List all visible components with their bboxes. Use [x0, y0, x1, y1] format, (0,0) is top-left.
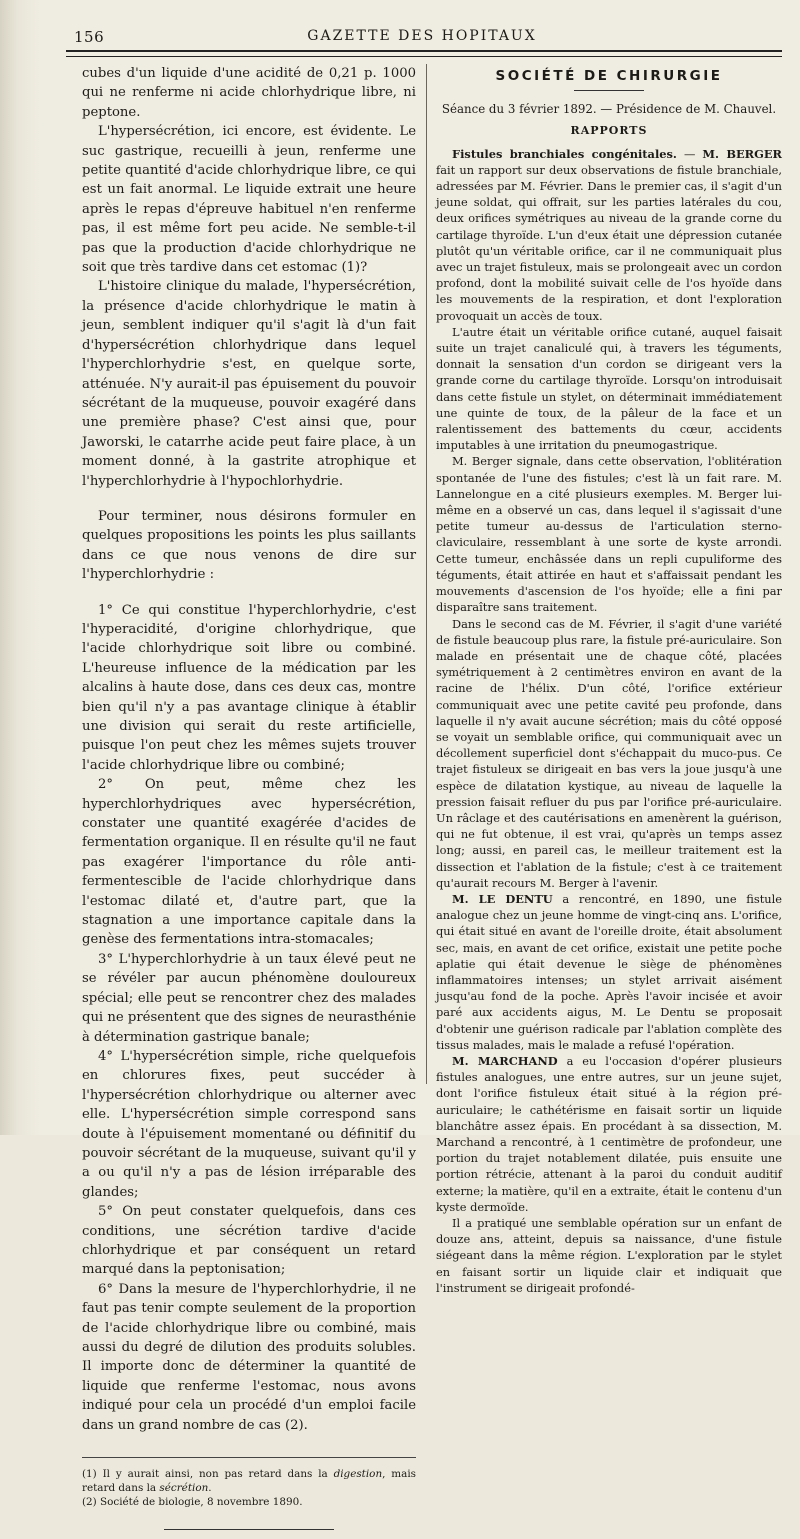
running-title: GAZETTE DES HOPITAUX: [307, 28, 537, 44]
proposition-1: 1° Ce qui constitue l'hyperchlorhydrie, c'est l'hyperacidité, d'origine chlorhydrique, que l'acide chlorhydrique soit libre ou combiné. L'heureuse influence de la médication par les alcalins à haute dose, dans ces deux cas, montre bien qu'il n'y a pas avantage clinique à établir une division qui serait du reste artificielle, puisque l'on peut chez les mêmes sujets trouver l'acide chlorhydrique libre ou combiné;: [82, 602, 416, 773]
subhead-rapports: RAPPORTS: [570, 124, 648, 138]
paragraph: cubes d'un liquide d'une acidité de 0,21 p. 1000 qui ne renferme ni acide chlorhydrique libre, ni peptone.: [82, 66, 416, 120]
footnote-1: (1) Il y aurait ainsi, non pas retard dans la digestion, mais retard dans la sécrétion.: [82, 1468, 416, 1494]
proposition-4: 4° L'hypersécrétion simple, riche quelquefois en chlorures fixes, peut succéder à l'hypersécrétion chlorhydrique ou alterner avec elle. L'hypersécrétion simple correspond sans doute à l'épuisement momentané ou définitif du pouvoir sécrétant de la muqueuse, suivant qu'il y a ou qu'il n'y a pas de lésion irréparable des glandes;: [82, 1048, 416, 1200]
header-rule: [66, 50, 782, 57]
page-header: [62, 26, 782, 46]
left-column: [82, 64, 416, 1539]
proposition-2: 2° On peut, même chez les hyperchlorhydriques avec hypersécrétion, constater une quantité exagérée d'acides de fermentation organique. Il en résulte qu'il ne faut pas exagérer l'importance du rôle anti-fermentescible de l'acide chlorhydrique dans l'estomac dilaté et, d'autre part, que la stagnation a une importance capitale dans la genèse des fermentations intra-stomacales;: [82, 777, 416, 948]
proposition-5: 5° On peut constater quelquefois, dans ces conditions, une sécrétion tardive d'acide chlorhydrique et par conséquent un retard marqué dans la peptonisation;: [82, 1204, 416, 1278]
session-line: Séance du 3 février 1892. — Présidence de M. Chauvel.: [441, 102, 777, 117]
paragraph: L'hypersécrétion, ici encore, est évidente. Le suc gastrique, recueilli à jeun, renferme une petite quantité d'acide chlorhydrique libre, ce qui est un fait anormal. Le liquide extrait une heure après le repas d'épreuve habituel n'en renferme pas, il est même fort peu acide. Ne semble-t-il pas que la production d'acide chlorhydrique ne soit que très tardive dans cet estomac (1)?: [82, 124, 416, 276]
footnote-2: (2) Société de biologie, 8 novembre 1890.: [82, 1495, 303, 1508]
paragraph: L'autre était un véritable orifice cutané, auquel faisait suite un trajet canaliculé qui, à travers les téguments, donnait la sensation d'un cordon se dirigeant vers la grande corne du cartilage thyroïde. Lorsqu'on introduisait dans cette fistule un stylet, on déterminait immédiatement une quinte de toux, de la pâleur de la face et un ralentissement des battements du cœur, accidents imputables à une irritation du pneumogastrique.: [436, 324, 782, 453]
page-number: 156: [74, 28, 105, 46]
speaker-name: M. BERGER: [702, 146, 783, 161]
section-title: SOCIÉTÉ DE CHIRURGIE: [495, 68, 723, 84]
right-column: [436, 64, 782, 1296]
title-rule: [574, 90, 644, 91]
column-divider: [426, 64, 427, 1084]
report-paragraph: Fistules branchiales congénitales. — M. BERGER fait un rapport sur deux observations de fistule branchiale, adressées par M. Février. Dans le premier cas, il s'agit d'un jeune soldat, qui offrait, sur les parties latérales du cou, deux orifices symétriques au niveau de la grande corne du cartilage thyroïde. L'un d'eux était une dépression cutanée plutôt qu'un véritable orifice, car il ne communiquait plus avec un trajet fistuleux, mais se prolongeait avec un cordon profond, dont la mobilité suivait celle de l'os hyoïde dans les mouvements de la respiration, et dont l'exploration provoquait un accès de toux.: [436, 146, 783, 323]
speaker-name: M. LE DENTU: [452, 891, 553, 906]
paragraph: M. Berger signale, dans cette observation, l'oblitération spontanée de l'une des fistules; c'est là un fait rare. M. Lannelongue en a cité plusieurs exemples. M. Berger lui-même en a observé un cas, dans lequel il s'agissait d'une petite tumeur au-dessus de l'articulation sterno-claviculaire, ressemblant à une sorte de kyste arrondi. Cette tumeur, enchâssée dans un repli cupuliforme des téguments, était attirée en haut et s'affaissait pendant les mouvements d'ascension de l'os hyoïde; elle a fini par disparaître sans traitement.: [436, 454, 782, 615]
proposition-3: 3° L'hyperchlorhydrie à un taux élevé peut ne se révéler par aucun phénomène douloureux spécial; elle peut se rencontrer chez des malades qui ne présentent que des signes de neurasthénie à détermination gastrique banale;: [82, 951, 416, 1045]
end-ornament: [82, 1519, 416, 1538]
footnote-rule: [82, 1457, 416, 1458]
paragraph: Dans le second cas de M. Février, il s'agit d'une variété de fistule beaucoup plus rare, la fistule pré-auriculaire. Son malade en présentait une de chaque côté, placées symétriquement à 2 centimètres environ en avant de la racine de l'hélix. D'un côté, l'orifice extérieur communiquait avec une petite cavité peu profonde, dans laquelle il n'y avait aucune sécrétion; mais du côté opposé se voyait un semblable orifice, qui communiquait avec un décollement superficiel dont s'échappait du muco-pus. Ce trajet fistuleux se dirigeait en bas vers la joue jusqu'à une espèce de dilatation kystique, au niveau de laquelle la pression faisait refluer du pus par l'orifice pré-auriculaire. Un râclage et des cautérisations en amenèrent la guérison, qui ne fut obtenue, il est vrai, qu'après un temps assez long; aussi, en pareil cas, le meilleur traitement est la dissection et l'ablation de la fistule; c'est à ce traitement qu'aurait recours M. Berger à l'avenir.: [436, 616, 782, 890]
paragraph: Il a pratiqué une semblable opération sur un enfant de douze ans, atteint, depuis sa naissance, d'une fistule siégeant dans la même région. L'exploration par le stylet en faisant sortir un liquide clair et indiquait que l'instrument se dirigeait profondé-: [436, 1216, 782, 1295]
paragraph: L'histoire clinique du malade, l'hypersécrétion, la présence d'acide chlorhydrique le matin à jeun, semblent indiquer qu'il s'agit là d'un fait d'hypersécrétion chlorhydrique dans lequel l'hyperchlorhydrie s'est, en quelque sorte, atténuée. N'y aurait-il pas épuisement du pouvoir sécrétant de la muqueuse, pouvoir exagéré dans une première phase? C'est ainsi que, pour Jaworski, le catarrhe acide peut faire place, à un moment donné, à la gastrite atrophique et l'hyperchlorhydrie à l'hypochlorhydrie.: [82, 279, 416, 489]
report-title: Fistules branchiales congénitales.: [452, 146, 677, 161]
paragraph: M. MARCHAND a eu l'occasion d'opérer plusieurs fistules analogues, une entre autres, sur un jeune sujet, dont l'orifice fistuleux était situé à la région pré-auriculaire; le cathétérisme en faisait sortir un liquide blanchâtre assez épais. En procédant à sa dissection, M. Marchand a rencontré, à 1 centimètre de profondeur, une portion du trajet notablement dilatée, puis ensuite une portion rétrécie, attenant à la paroi du conduit auditif externe; la matière, qu'il en a extraite, était le contenu d'un kyste dermoïde.: [436, 1053, 782, 1214]
paragraph: M. LE DENTU a rencontré, en 1890, une fistule analogue chez un jeune homme de vingt-cinq ans. L'orifice, qui était situé en avant de l'oreille droite, était absolument sec, mais, en avant de cet orifice, existait une petite poche aplatie qui était devenue le siège de phénomènes inflammatoires intenses; un stylet arrivait aisément jusqu'au fond de la poche. Après l'avoir incisée et avoir paré aux accidents aigus, M. Le Dentu se proposait d'obtenir une guérison radicale par l'ablation complète des tissus malades, mais le malade a refusé l'opération.: [436, 891, 783, 1052]
proposition-6: 6° Dans la mesure de l'hyperchlorhydrie, il ne faut pas tenir compte seulement de la proportion de l'acide chlorhydrique libre ou combiné, mais aussi du degré de dilution des produits solubles. Il importe donc de déterminer la quantité de liquide que renferme l'estomac, nous avons indiqué pour cela un procédé d'un emploi facile dans un grand nombre de cas (2).: [82, 1281, 416, 1433]
speaker-name: M. MARCHAND: [452, 1053, 558, 1068]
paragraph: Pour terminer, nous désirons formuler en quelques propositions les points les plus saillants dans ce que nous venons de dire sur l'hyperchlorhydrie :: [82, 508, 416, 583]
